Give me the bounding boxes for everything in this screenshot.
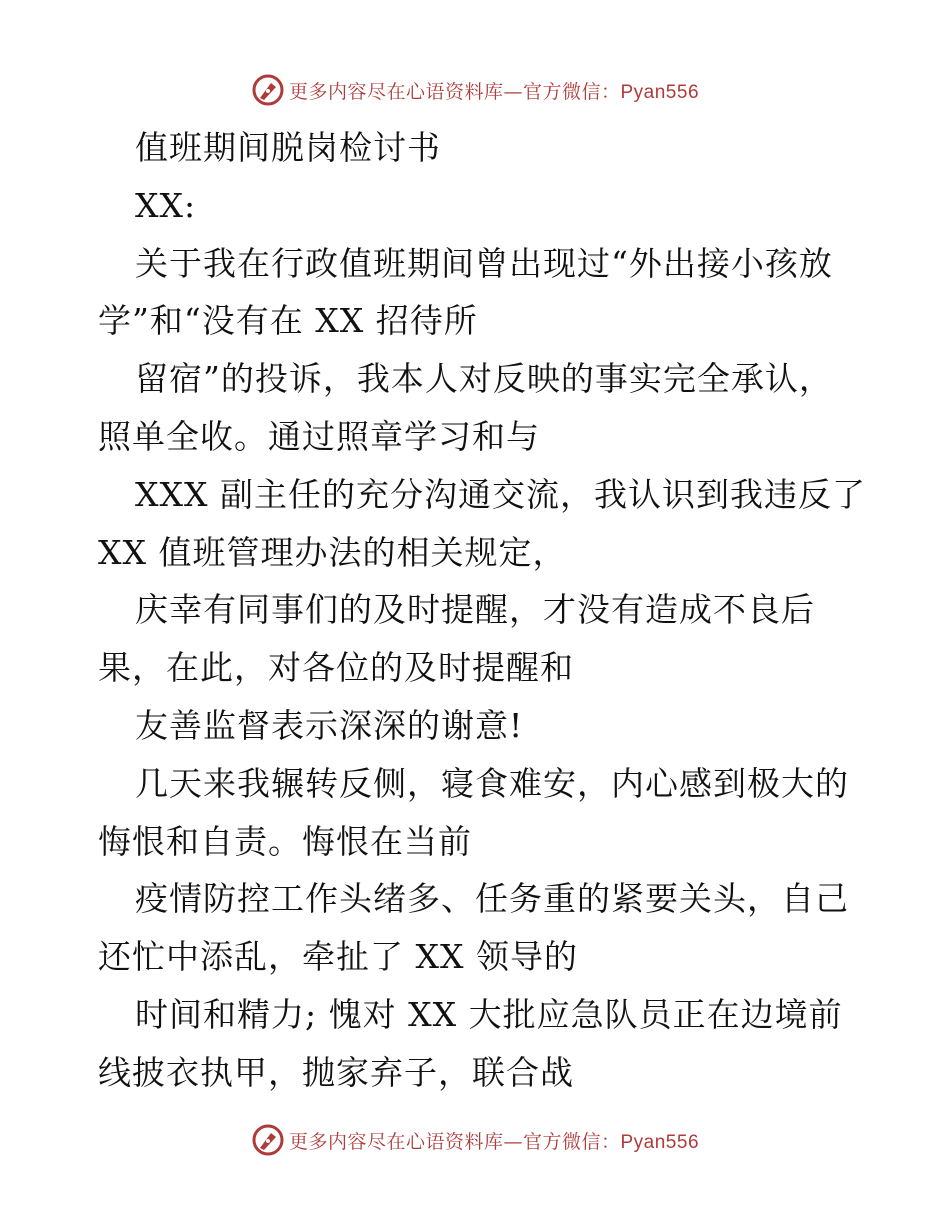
document-line: XX:: [135, 185, 197, 225]
document-line: 学”和“没有在 XX 招待所: [98, 301, 478, 341]
document-line: 线披衣执甲，抛家弃子，联合战: [98, 1052, 574, 1092]
document-line: 照单全收。通过照章学习和与: [98, 416, 540, 456]
watermark-text: 更多内容尽在心语资料库—官方微信：Pyan556: [288, 1130, 700, 1153]
document-title: 值班期间脱岗检讨书: [135, 128, 441, 167]
pen-nib-logo-icon: [251, 1123, 285, 1157]
document-line: 疫情防控工作头绪多、任务重的紧要关头，自己: [135, 879, 849, 919]
document-line: 时间和精力; 愧对 XX 大批应急队员正在边境前: [135, 994, 843, 1034]
pen-nib-logo-icon: [251, 73, 285, 107]
document-line: 果，在此，对各位的及时提醒和: [98, 648, 574, 688]
document-line: 友善监督表示深深的谢意!: [135, 705, 524, 745]
document-line: 留宿”的投诉，我本人对反映的事实完全承认，: [135, 359, 833, 399]
document-line: 关于我在行政值班期间曾出现过“外出接小孩放: [135, 243, 833, 283]
document-line: XXX 副主任的充分沟通交流，我认识到我违反了: [135, 474, 866, 514]
watermark-text: 更多内容尽在心语资料库—官方微信：Pyan556: [288, 80, 700, 103]
document-line: 几天来我辗转反侧，寝食难安，内心感到极大的: [135, 763, 849, 803]
document-line: 还忙中添乱，牵扯了 XX 领导的: [98, 937, 578, 977]
document-line: 悔恨和自责。悔恨在当前: [98, 821, 472, 861]
footer-watermark: [0, 1120, 950, 1160]
header-watermark: [0, 70, 950, 110]
document-line: XX 值班管理办法的相关规定，: [98, 532, 567, 572]
document-line: 庆幸有同事们的及时提醒，才没有造成不良后: [135, 590, 815, 630]
document-body: [98, 119, 866, 1102]
